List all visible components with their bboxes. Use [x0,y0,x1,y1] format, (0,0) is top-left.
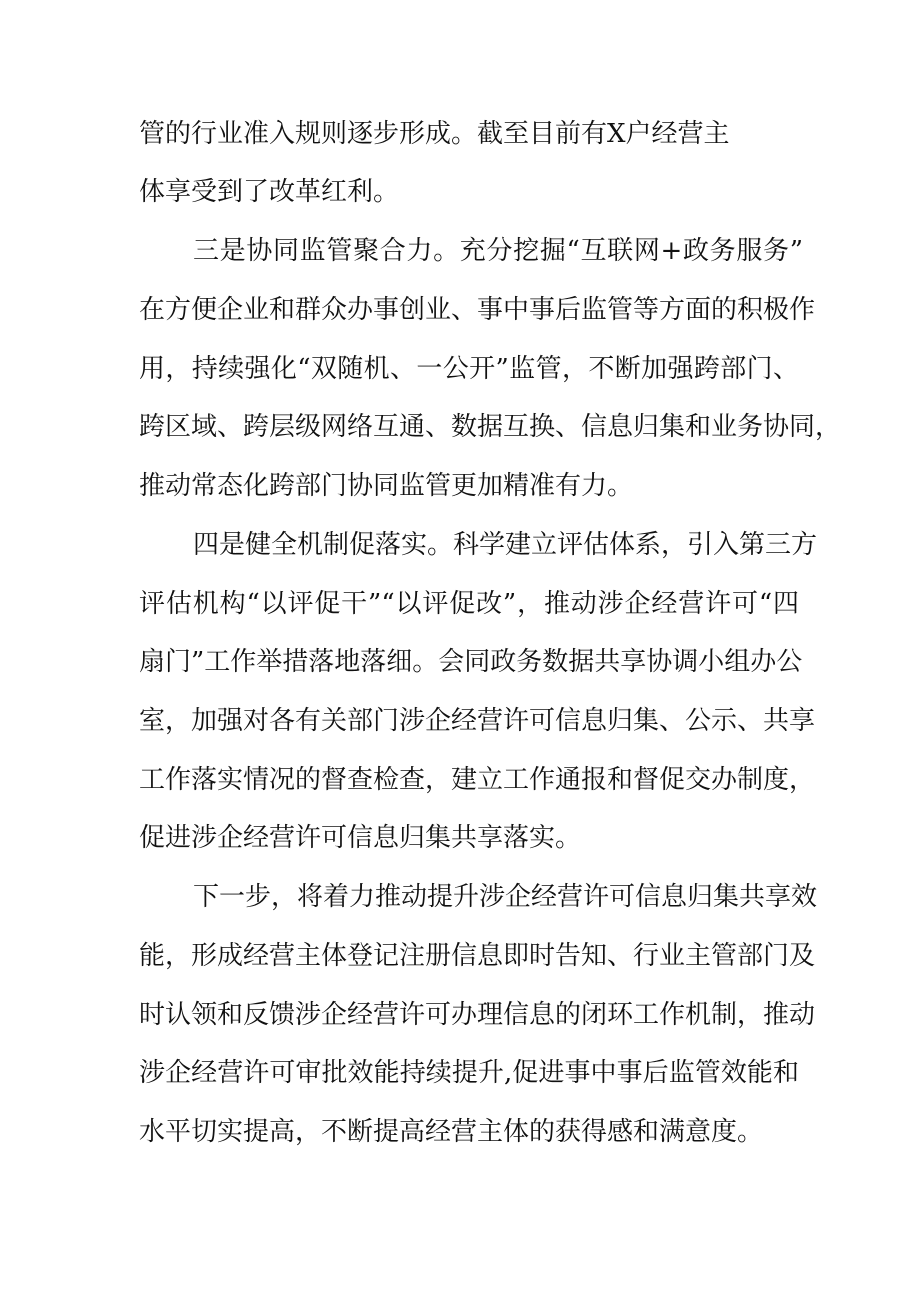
paragraph-5-line-1: 下一步，将着力推动提升涉企经营许可信息归集共享效 [193,882,818,912]
paragraph-4-line-3: 扇门”工作举措落地落细。会同政务数据共享协调小组办公 [139,647,803,677]
paragraph-5-line-3: 时认领和反馈涉企经营许可办理信息的闭环工作机制，推动 [139,1000,816,1030]
paragraph-3-line-3: 用，持续强化“双随机、一公开”监管，不断加强跨部门、 [139,354,799,384]
paragraph-4-line-4: 室，加强对各有关部门涉企经营许可信息归集、公示、共享 [139,706,816,736]
paragraph-4-line-5: 工作落实情况的督查检查，建立工作通报和督促交办制度， [139,765,816,795]
paragraph-4-line-2: 评估机构“以评促干”“以评促改”，推动涉企经营许可“四 [139,589,799,619]
paragraph-4-line-6: 促进涉企经营许可信息归集共享落实。 [139,823,582,853]
paragraph-3-line-1: 三是协同监管聚合力。充分挖掘“互联网+政务服务” [193,236,803,266]
paragraph-5-line-4: 涉企经营许可审批效能持续提升,促进事中事后监管效能和 [139,1058,799,1088]
paragraph-3-line-5: 推动常态化跨部门协同监管更加精准有力。 [139,471,634,501]
text-line-2: 体享受到了改革红利。 [139,177,400,207]
paragraph-5-line-2: 能，形成经营主体登记注册信息即时告知、行业主管部门及 [139,941,816,971]
paragraph-3-line-4: 跨区域、跨层级网络互通、数据互换、信息归集和业务协同， [139,412,842,442]
paragraph-3-line-2: 在方便企业和群众办事创业、事中事后监管等方面的积极作 [139,295,816,325]
text-line-1: 管的行业准入规则逐步形成。截至目前有X户经营主 [139,119,730,149]
paragraph-5-line-5: 水平切实提高，不断提高经营主体的获得感和满意度。 [139,1117,764,1147]
paragraph-4-line-1: 四是健全机制促落实。科学建立评估体系，引入第三方 [193,530,818,560]
